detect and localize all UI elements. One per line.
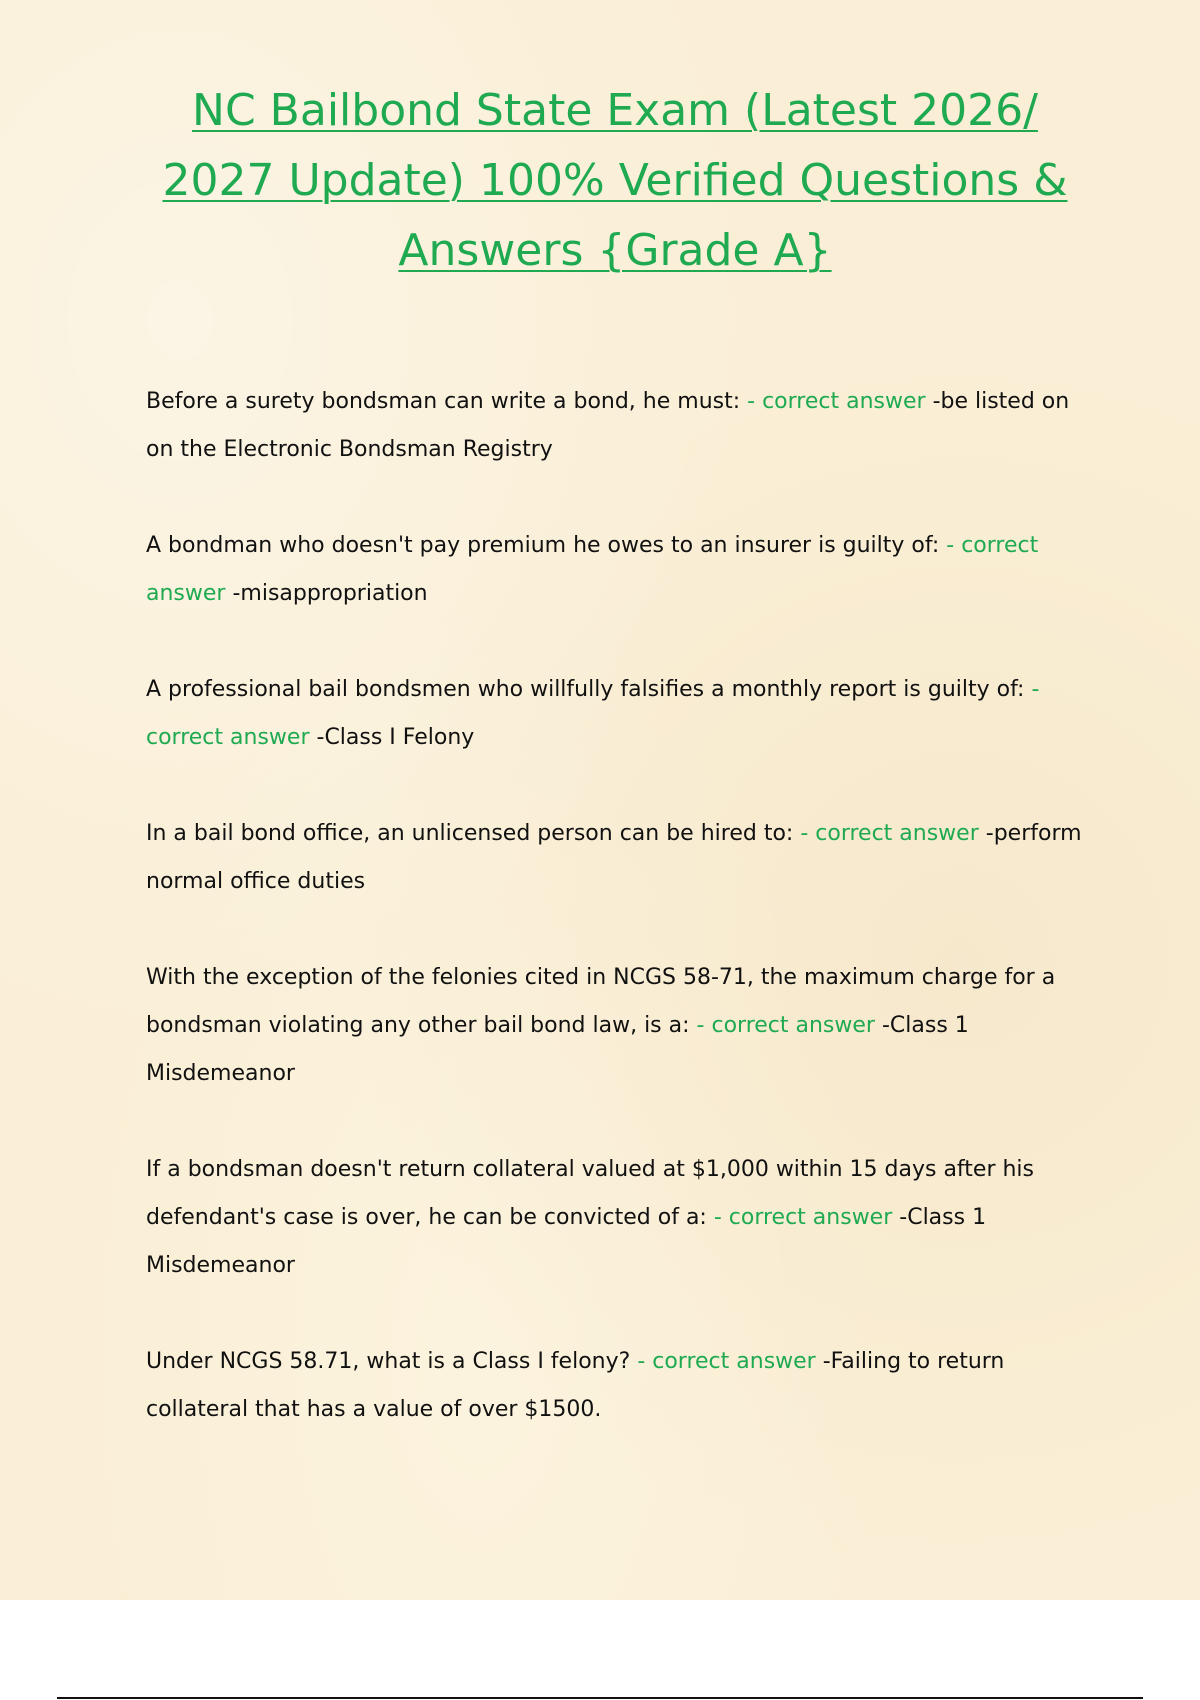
- question-text: Under NCGS 58.71, what is a Class I felony?: [146, 1349, 631, 1374]
- answer-text: -Failing to return collateral that has a value of over $1500.: [146, 1349, 1005, 1422]
- footer-divider: [57, 1697, 1143, 1699]
- answer-text: -Class 1 Misdemeanor: [146, 1205, 987, 1278]
- answer-text: -Class I Felony: [316, 725, 475, 750]
- qa-list: [146, 378, 1091, 1482]
- answer-marker: - correct answer: [696, 1013, 875, 1038]
- question-text: A bondman who doesn't pay premium he owes to an insurer is guilty of:: [146, 533, 940, 558]
- qa-item: [146, 1146, 1091, 1290]
- answer-marker: - correct answer: [747, 389, 926, 414]
- qa-item: [146, 810, 1091, 906]
- answer-marker: - correct answer: [146, 533, 1039, 606]
- qa-item: [146, 1338, 1091, 1434]
- qa-item: [146, 666, 1091, 762]
- question-text: Before a surety bondsman can write a bond, he must:: [146, 389, 741, 414]
- answer-text: -be listed on on the Electronic Bondsman Registry: [146, 389, 1070, 462]
- qa-item: [146, 954, 1091, 1098]
- qa-item: [146, 378, 1091, 474]
- question-text: If a bondsman doesn't return collateral valued at $1,000 within 15 days after his defendant's case is over, he can be convicted of a:: [146, 1157, 1035, 1230]
- answer-text: -Class 1 Misdemeanor: [146, 1013, 969, 1086]
- question-text: With the exception of the felonies cited in NCGS 58-71, the maximum charge for a bondsman violating any other bail bond law, is a:: [146, 965, 1056, 1038]
- answer-text: -perform normal office duties: [146, 821, 1082, 894]
- answer-marker: - correct answer: [800, 821, 979, 846]
- answer-marker: - correct answer: [637, 1349, 816, 1374]
- qa-item: [146, 522, 1091, 618]
- question-text: A professional bail bondsmen who willfully falsifies a monthly report is guilty of:: [146, 677, 1025, 702]
- answer-text: -misappropriation: [232, 581, 428, 606]
- document-title: NC Bailbond State Exam (Latest 2026/ 2027 Update) 100% Verified Questions & Answers {Grade A}: [162, 85, 1068, 276]
- answer-marker: - correct answer: [146, 677, 1040, 750]
- answer-marker: - correct answer: [713, 1205, 893, 1230]
- question-text: In a bail bond office, an unlicensed person can be hired to:: [146, 821, 794, 846]
